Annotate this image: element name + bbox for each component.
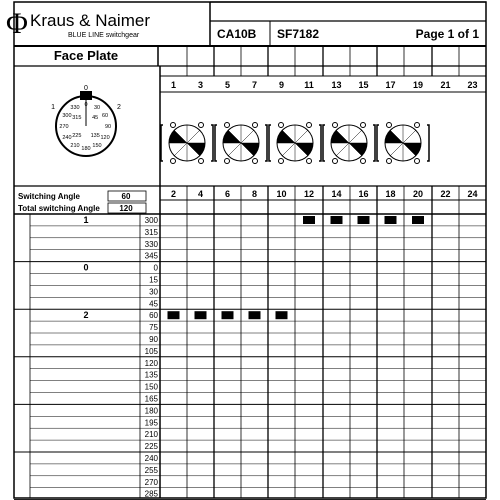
terminal-top-label: 11 [304,80,314,90]
drawing-number: SF7182 [277,27,320,41]
angle-label: 210 [144,430,158,440]
contact-block-sector [385,130,403,143]
contact-block-sector [331,130,349,143]
terminal-top-label: 23 [467,80,478,90]
angle-label: 180 [144,406,158,416]
contact-block-spoke [187,130,200,143]
switch-position-label: 0 [83,262,89,273]
contact-block-spoke [403,130,416,143]
terminal-bottom-label: 16 [358,189,369,199]
contact-terminal-dot [225,159,230,164]
brand-name: Kraus & Naimer [30,11,150,30]
angle-label: 270 [144,477,158,487]
terminal-top-label: 13 [331,80,342,90]
dial-angle-label: 60 [101,113,109,119]
terminal-top-label: 21 [440,80,451,90]
terminal-bottom-label: 14 [331,189,342,199]
contact-terminal-dot [333,159,338,164]
angle-label: 300 [144,216,158,225]
angle-label: 30 [149,287,158,297]
face-plate-dial [51,85,121,156]
contact-terminal-dot [415,123,420,128]
contact-block-symbol [377,123,429,164]
contact-terminal-dot [387,159,392,164]
terminal-bottom-label: 2 [170,189,177,199]
contact-block-bracket [323,125,325,161]
contact-terminal-dot [199,159,204,164]
closed-contact-mark [331,216,343,224]
contact-block-symbol [161,123,213,164]
closed-contact-mark [276,311,288,319]
angle-label: 15 [149,275,158,285]
dial-angle-label: 120 [100,135,110,141]
dial-angle-label: 315 [72,114,82,121]
dial-angle-label: 150 [92,143,102,150]
contact-block-spoke [241,130,254,143]
terminal-top-label: 3 [197,80,204,90]
dial-angle-label: 270 [59,124,69,130]
brand-tagline: BLUE LINE switchgear [68,32,140,39]
contact-terminal-dot [253,159,258,164]
contact-block-spoke [174,143,187,156]
angle-label: 285 [144,489,158,499]
angle-label: 90 [149,335,158,344]
contact-terminal-dot [253,123,258,128]
contact-block-bracket [319,125,321,161]
angle-label: 105 [144,346,158,356]
contact-block-sector [349,143,367,156]
terminal-top-label: 7 [251,80,258,90]
dial-pointer-marker [80,91,92,100]
brand-logo: Φ [6,7,28,40]
dial-angle-label: 330 [70,104,80,111]
closed-contact-mark [249,311,261,319]
dial-angle-label: 225 [72,133,82,140]
terminal-bottom-label: 4 [197,189,204,199]
dial-angle-label: 135 [90,133,100,140]
contact-block-sector [295,143,313,156]
total-switching-angle-label: Total switching Angle [18,204,100,213]
contact-terminal-dot [171,123,176,128]
terminal-top-label: 9 [278,80,285,90]
contact-block-bracket [373,125,375,161]
contact-terminal-dot [387,123,392,128]
contact-terminal-dot [199,123,204,128]
contact-grid [14,2,486,500]
contact-block-spoke [295,130,308,143]
switch-position-label: 1 [83,215,89,225]
angle-label: 315 [144,227,158,237]
terminal-bottom-label: 18 [385,189,396,199]
angle-label: 345 [144,251,158,261]
contact-terminal-dot [361,123,366,128]
header [6,7,479,41]
dial-angle-label: 210 [70,143,80,150]
contact-block-symbol [269,123,321,164]
angle-label: 150 [144,382,158,392]
dial-angle-label: 45 [92,114,99,121]
closed-contact-mark [168,311,180,319]
angle-label: 255 [144,465,158,475]
dial-angle-label: 0 [84,102,88,108]
terminal-bottom-label: 22 [440,189,451,199]
angle-label: 60 [149,311,158,321]
switching-angle-value: 60 [121,192,131,201]
face-plate [51,48,121,156]
contact-terminal-dot [171,159,176,164]
angle-label: 195 [144,418,158,428]
angle-label: 75 [149,323,158,333]
angle-label: 135 [144,370,158,380]
contact-block-bracket [427,125,429,161]
dial-angle-label: 90 [104,124,112,130]
dial-position-label: 0 [84,85,88,92]
contact-block-bracket [215,125,217,161]
terminal-bottom-label: 24 [467,189,478,199]
terminal-top-label: 1 [170,80,177,90]
contact-terminal-dot [361,159,366,164]
closed-contact-mark [303,216,315,224]
terminal-bottom-label: 20 [412,189,424,199]
closed-contact-mark [385,216,397,224]
closed-contact-mark [222,311,234,319]
contact-terminal-dot [307,123,312,128]
total-switching-angle-value: 120 [119,204,133,213]
contact-block-spoke [336,143,349,156]
angle-label: 120 [144,358,158,368]
angle-label: 45 [149,299,158,309]
contact-block-bracket [211,125,213,161]
contact-block-spoke [282,143,295,156]
face-plate-title: Face Plate [53,48,119,63]
dial-angle-label: 30 [93,104,101,111]
terminal-bottom-label: 10 [276,189,287,199]
terminal-top-label: 5 [224,80,231,90]
switching-angle-label: Switching Angle [18,192,80,201]
contact-block-spoke [228,143,241,156]
contact-block-spoke [349,130,362,143]
contact-block-sector [169,130,187,143]
contact-block-sector [277,130,295,143]
dial-position-label: 2 [116,104,121,111]
contact-block-bracket [377,125,379,161]
dial-angle-label: 240 [62,135,72,141]
contact-terminal-dot [279,159,284,164]
contact-block-sector [241,143,259,156]
terminal-top-label: 19 [412,80,424,90]
switch-position-label: 2 [83,310,89,321]
switching-angle-box [18,191,146,213]
closed-contact-mark [412,216,424,224]
contact-terminal-dot [415,159,420,164]
contact-terminal-dot [333,123,338,128]
terminal-top-label: 17 [385,80,396,90]
closed-contact-mark [195,311,207,319]
terminal-bottom-label: 12 [303,189,315,199]
model-number: CA10B [217,27,257,41]
closed-contact-mark [358,216,370,224]
contact-block-bracket [161,125,163,161]
angle-label: 225 [144,442,158,452]
terminal-top-label: 15 [358,80,369,90]
terminal-bottom-label: 6 [224,189,231,199]
contact-block-sector [403,143,421,156]
dial-position-label: 1 [51,104,56,111]
contact-terminal-dot [307,159,312,164]
contact-block-symbol [323,123,375,164]
angle-label: 165 [144,394,158,404]
angle-label: 330 [144,239,158,249]
contact-block-sector [223,130,241,143]
contact-block-sector [187,143,205,156]
angle-label: 0 [153,263,158,273]
contact-terminal-dot [225,123,230,128]
contact-block-bracket [265,125,267,161]
contact-terminal-dot [279,123,284,128]
contact-block-spoke [390,143,403,156]
terminal-bottom-label: 8 [251,189,258,199]
angle-label: 240 [144,454,158,463]
contact-block-bracket [269,125,271,161]
dial-angle-label: 300 [62,113,72,119]
page-indicator: Page 1 of 1 [415,27,479,41]
contact-block-symbol [215,123,267,164]
dial-angle-label: 180 [81,146,91,152]
